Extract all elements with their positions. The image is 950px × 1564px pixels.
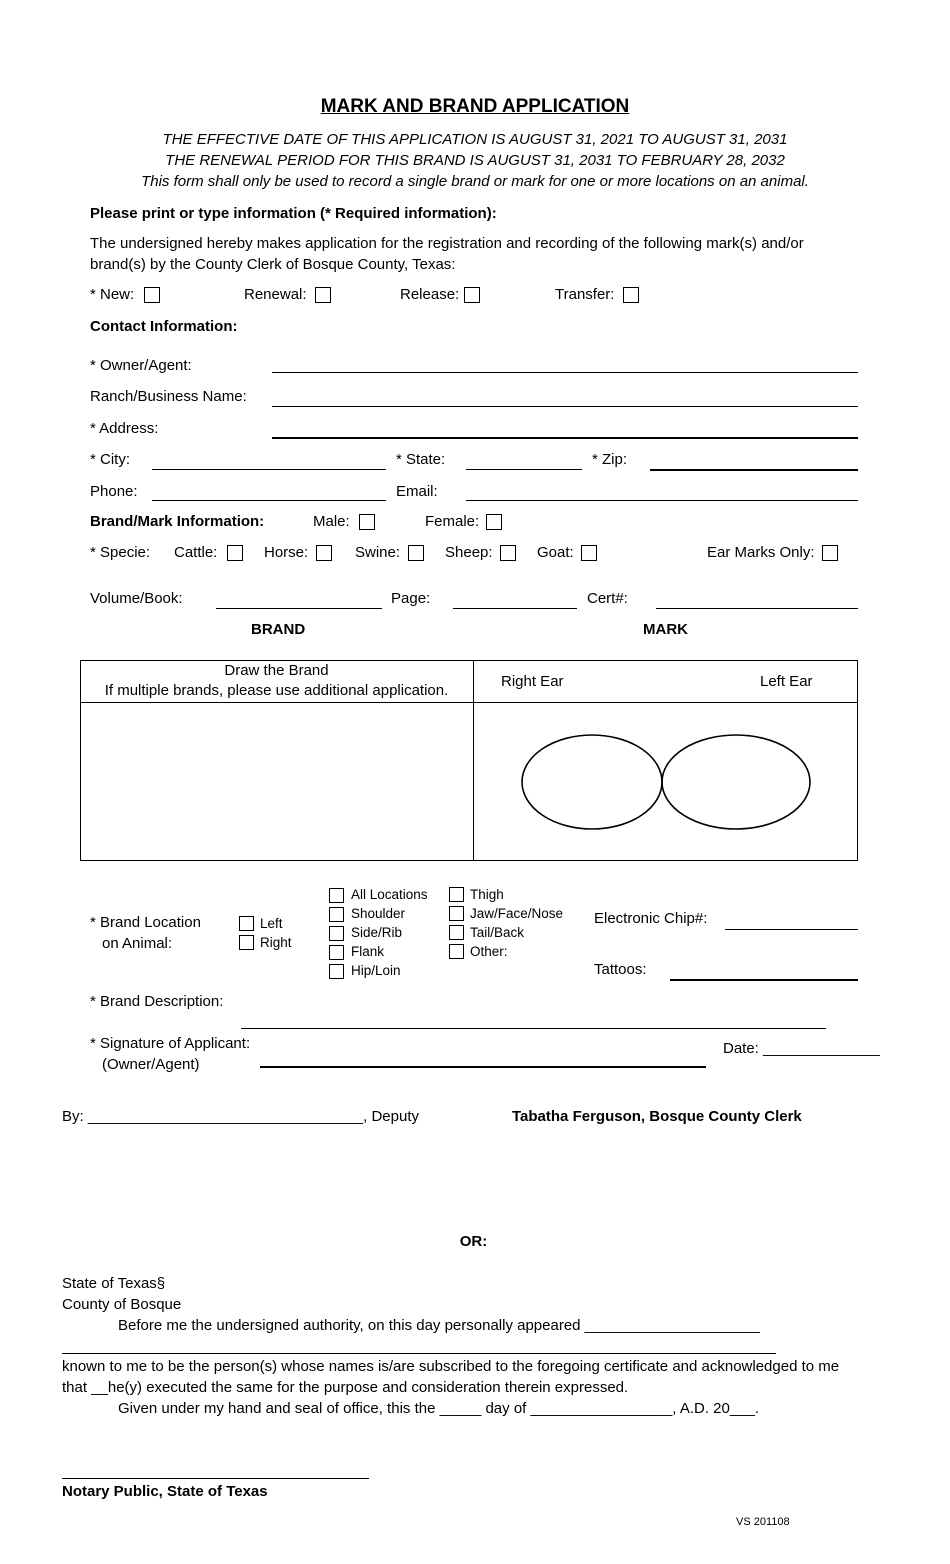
right-ear-outline bbox=[522, 735, 662, 829]
address-label: * Address: bbox=[90, 420, 159, 437]
male-checkbox[interactable] bbox=[359, 514, 375, 530]
page-field[interactable] bbox=[453, 608, 577, 609]
renewal-checkbox[interactable] bbox=[315, 287, 331, 303]
transfer-label: Transfer: bbox=[555, 286, 615, 303]
notary-county: County of Bosque bbox=[62, 1296, 182, 1313]
left-ear-label: Left Ear bbox=[760, 673, 813, 690]
phone-field[interactable] bbox=[152, 500, 386, 501]
right-side-label: Right bbox=[260, 935, 292, 950]
release-label: Release: bbox=[400, 286, 460, 303]
right-side-checkbox[interactable] bbox=[239, 935, 254, 950]
location-label-shoulder: Shoulder bbox=[351, 906, 406, 921]
renewal-period-line: THE RENEWAL PERIOD FOR THIS BRAND IS AUGUST 31, 2031 TO FEBRUARY 28, 2032 bbox=[165, 152, 785, 169]
left-ear-outline bbox=[662, 735, 810, 829]
swine-checkbox[interactable] bbox=[408, 545, 424, 561]
horse-label: Horse: bbox=[264, 544, 309, 561]
form-code: VS 201108 bbox=[736, 1516, 790, 1528]
location-label-side-rib: Side/Rib bbox=[351, 925, 403, 940]
swine-label: Swine: bbox=[355, 544, 401, 561]
notary-known-line1: known to me to be the person(s) whose names is/are subscribed to the foregoing certificate and acknowledged to me bbox=[62, 1358, 840, 1375]
sheep-checkbox[interactable] bbox=[500, 545, 516, 561]
cert-label: Cert#: bbox=[587, 590, 628, 607]
chip-label: Electronic Chip#: bbox=[594, 910, 708, 927]
notary-before-line: Before me the undersigned authority, on this day personally appeared _____________________ bbox=[118, 1317, 760, 1334]
city-field[interactable] bbox=[152, 469, 386, 470]
location-checkbox-thigh[interactable] bbox=[449, 887, 464, 902]
ranch-label: Ranch/Business Name: bbox=[90, 388, 247, 405]
draw-brand-note: If multiple brands, please use additional application. bbox=[104, 682, 449, 699]
new-checkbox[interactable] bbox=[144, 287, 160, 303]
brand-description-label: * Brand Description: bbox=[90, 993, 224, 1010]
female-label: Female: bbox=[425, 513, 480, 530]
zip-label: * Zip: bbox=[592, 451, 628, 468]
volume-field[interactable] bbox=[216, 608, 382, 609]
location-checkbox-shoulder[interactable] bbox=[329, 907, 344, 922]
notary-signature-field[interactable] bbox=[62, 1478, 369, 1479]
notary-public-label: Notary Public, State of Texas bbox=[62, 1483, 268, 1500]
form-title: MARK AND BRAND APPLICATION bbox=[320, 96, 630, 117]
email-field[interactable] bbox=[466, 500, 858, 501]
location-label-hip-loin: Hip/Loin bbox=[351, 963, 401, 978]
location-checkbox-tail-back[interactable] bbox=[449, 925, 464, 940]
brand-info-heading: Brand/Mark Information: bbox=[90, 513, 265, 530]
county-clerk-name: Tabatha Ferguson, Bosque County Clerk bbox=[512, 1108, 802, 1125]
location-label-all-locations: All Locations bbox=[351, 887, 428, 902]
signature-label: * Signature of Applicant: bbox=[90, 1035, 251, 1052]
female-checkbox[interactable] bbox=[486, 514, 502, 530]
intro-paragraph-line2: brand(s) by the County Clerk of Bosque County, Texas: bbox=[90, 256, 456, 273]
phone-label: Phone: bbox=[90, 483, 138, 500]
location-checkbox-all-locations[interactable] bbox=[329, 888, 344, 903]
left-side-label: Left bbox=[260, 916, 283, 931]
notary-name-field[interactable] bbox=[62, 1353, 776, 1354]
location-label-thigh: Thigh bbox=[470, 887, 504, 902]
mark-heading: MARK bbox=[643, 621, 688, 638]
form-usage-note: This form shall only be used to record a single brand or mark for one or more locations on an animal. bbox=[141, 173, 809, 190]
left-side-checkbox[interactable] bbox=[239, 916, 254, 931]
location-checkbox-hip-loin[interactable] bbox=[329, 964, 344, 979]
brand-drawing-area[interactable] bbox=[82, 704, 472, 859]
owner-agent-label: (Owner/Agent) bbox=[102, 1056, 200, 1073]
renewal-label: Renewal: bbox=[244, 286, 307, 303]
location-label-tail-back: Tail/Back bbox=[470, 925, 525, 940]
notary-state: State of Texas§ bbox=[62, 1275, 166, 1292]
ear-marks-only-label: Ear Marks Only: bbox=[707, 544, 815, 561]
city-label: * City: bbox=[90, 451, 131, 468]
new-label: * New: bbox=[90, 286, 135, 303]
draw-brand-label: Draw the Brand bbox=[224, 662, 329, 679]
transfer-checkbox[interactable] bbox=[623, 287, 639, 303]
brand-description-field[interactable] bbox=[241, 1028, 826, 1029]
or-label: OR: bbox=[459, 1233, 488, 1250]
notary-known-line2: that __he(y) executed the same for the purpose and consideration therein expressed. bbox=[62, 1379, 629, 1396]
right-ear-label: Right Ear bbox=[501, 673, 564, 690]
location-checkbox-jaw-face-nose[interactable] bbox=[449, 906, 464, 921]
male-label: Male: bbox=[313, 513, 350, 530]
location-label-other: Other: bbox=[470, 944, 508, 959]
email-label: Email: bbox=[396, 483, 438, 500]
ranch-field[interactable] bbox=[272, 406, 858, 407]
location-label-flank: Flank bbox=[351, 944, 385, 959]
brand-heading: BRAND bbox=[251, 621, 306, 638]
goat-label: Goat: bbox=[537, 544, 574, 561]
release-checkbox[interactable] bbox=[464, 287, 480, 303]
sheep-label: Sheep: bbox=[445, 544, 493, 561]
page-label: Page: bbox=[391, 590, 431, 607]
chip-field[interactable] bbox=[725, 929, 858, 930]
signature-field[interactable] bbox=[260, 1066, 706, 1068]
volume-label: Volume/Book: bbox=[90, 590, 183, 607]
owner-field[interactable] bbox=[272, 372, 858, 373]
owner-label: * Owner/Agent: bbox=[90, 357, 192, 374]
tattoos-field[interactable] bbox=[670, 979, 858, 981]
state-field[interactable] bbox=[466, 469, 582, 470]
deputy-line[interactable]: By: _________________________________, Deputy bbox=[62, 1108, 419, 1125]
ear-mark-diagram[interactable] bbox=[474, 703, 857, 860]
notary-given-line: Given under my hand and seal of office, this the _____ day of _________________, A.D. 20___. bbox=[118, 1400, 760, 1417]
on-animal-label: on Animal: bbox=[102, 935, 173, 952]
date-field[interactable]: Date: ______________ bbox=[723, 1040, 880, 1057]
cattle-checkbox[interactable] bbox=[227, 545, 243, 561]
brand-location-label: * Brand Location bbox=[90, 914, 201, 931]
tattoos-label: Tattoos: bbox=[594, 961, 647, 978]
zip-field[interactable] bbox=[650, 469, 858, 471]
print-note: Please print or type information (* Required information): bbox=[90, 205, 497, 222]
ear-marks-only-checkbox[interactable] bbox=[822, 545, 838, 561]
address-field[interactable] bbox=[272, 437, 858, 439]
location-checkbox-other[interactable] bbox=[449, 944, 464, 959]
intro-paragraph-line1: The undersigned hereby makes application for the registration and recording of the following mark(s) and/or bbox=[90, 235, 804, 252]
location-checkbox-flank[interactable] bbox=[329, 945, 344, 960]
cert-field[interactable] bbox=[656, 608, 858, 609]
contact-heading: Contact Information: bbox=[90, 318, 238, 335]
goat-checkbox[interactable] bbox=[581, 545, 597, 561]
location-checkbox-side-rib[interactable] bbox=[329, 926, 344, 941]
state-label: * State: bbox=[396, 451, 446, 468]
location-label-jaw-face-nose: Jaw/Face/Nose bbox=[470, 906, 564, 921]
horse-checkbox[interactable] bbox=[316, 545, 332, 561]
effective-date-line: THE EFFECTIVE DATE OF THIS APPLICATION IS AUGUST 31, 2021 TO AUGUST 31, 2031 bbox=[162, 131, 788, 148]
specie-label: * Specie: bbox=[90, 544, 151, 561]
cattle-label: Cattle: bbox=[174, 544, 218, 561]
